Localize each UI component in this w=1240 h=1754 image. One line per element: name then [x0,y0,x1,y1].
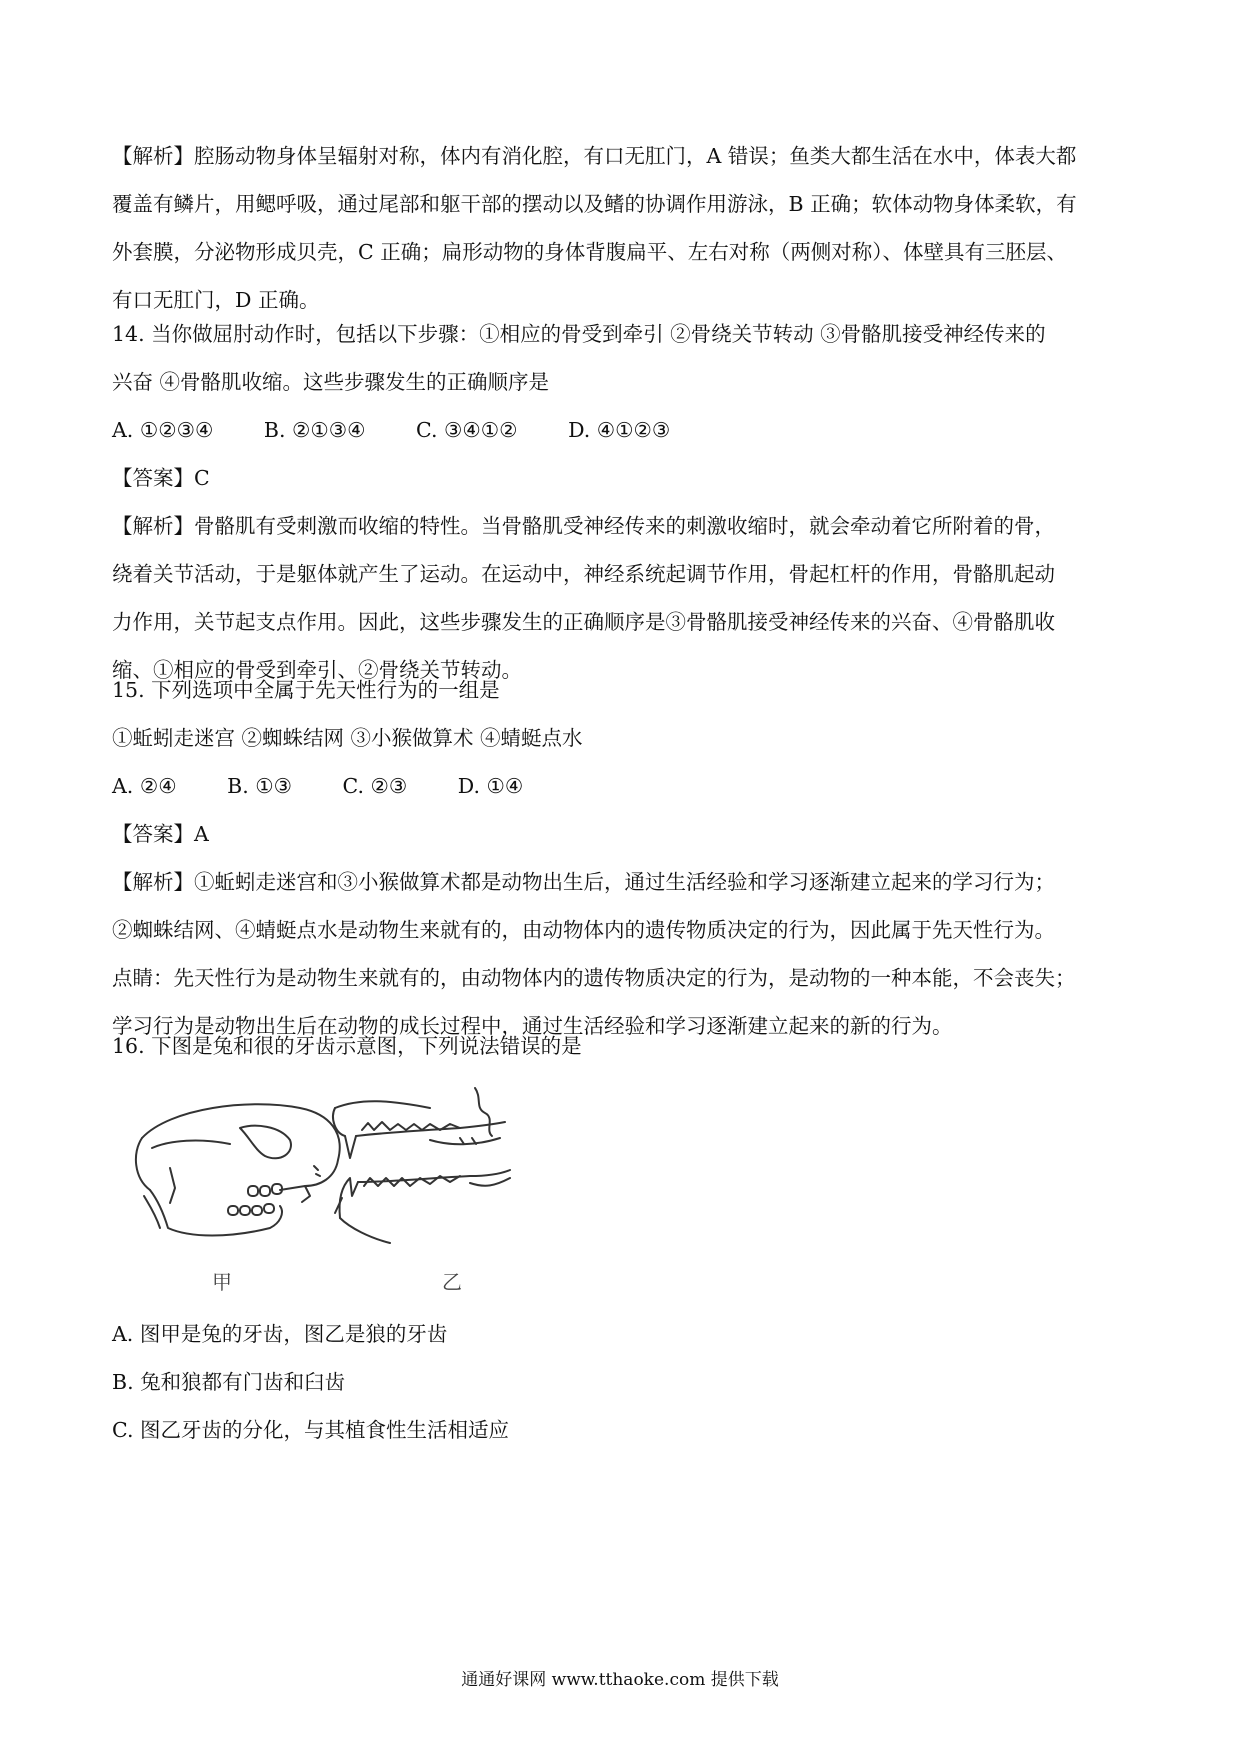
analysis-line: 有口无肛门，D 正确。 [112,288,320,312]
question-stem: 15. 下列选项中全属于先天性行为的一组是 [112,678,500,702]
analysis-line: 【解析】骨骼肌有受刺激而收缩的特性。当骨骼肌受神经传来的刺激收缩时，就会牵动着它所附着的骨， [112,514,1055,538]
question-15 [112,666,1122,1050]
analysis-line: 绕着关节活动，于是躯体就产生了运动。在运动中，神经系统起调节作用，骨起杠杆的作用，骨骼肌起动 [112,562,1055,586]
question-stem: 兴奋 ④骨骼肌收缩。这些步骤发生的正确顺序是 [112,370,550,394]
option-a: A. 图甲是兔的牙齿，图乙是狼的牙齿 [112,1322,448,1346]
teeth-illustration [130,1078,610,1298]
answer: 【答案】A [112,822,209,846]
question-14 [112,310,1122,694]
analysis-line: 【解析】腔肠动物身体呈辐射对称，体内有消化腔，有口无肛门，A 错误；鱼类大都生活在水中，体表大都 [112,144,1077,168]
options-row [112,762,1122,810]
option-a: A. ①②③④ [112,418,214,442]
analysis-line: 覆盖有鳞片，用鳃呼吸，通过尾部和躯干部的摆动以及鳍的协调作用游泳，B 正确；软体动物身体柔软，有 [112,192,1077,216]
option-c: C. ③④①② [416,418,518,442]
analysis-line: 点睛：先天性行为是动物生来就有的，由动物体内的遗传物质决定的行为，是动物的一种本能，不会丧失； [112,966,1076,990]
question-stem: 14. 当你做屈肘动作时，包括以下步骤：①相应的骨受到牵引 ②骨绕关节转动 ③骨骼肌接受神经传来的 [112,322,1046,346]
option-c: C. 图乙牙齿的分化，与其植食性生活相适应 [112,1418,509,1442]
page-footer: 通通好课网 www.tthaoke.com 提供下载 [461,1670,779,1690]
analysis-line: ②蜘蛛结网、④蜻蜓点水是动物生来就有的，由动物体内的遗传物质决定的行为，因此属于先天性行为。 [112,918,1055,942]
teeth-figure [130,1078,610,1298]
question-items: ①蚯蚓走迷宫 ②蜘蛛结网 ③小猴做算术 ④蜻蜓点水 [112,726,583,750]
question-16-stem [112,1022,1122,1070]
question-16-options [112,1310,1122,1454]
analysis-line: 【解析】①蚯蚓走迷宫和③小猴做算术都是动物出生后，通过生活经验和学习逐渐建立起来的学习行为； [112,870,1055,894]
rabbit-skull [136,1104,340,1235]
analysis-line: 学习行为是动物出生后在动物的成长过程中，通过生活经验和学习逐渐建立起来的新的行为。 [112,1014,953,1038]
option-b: B. ②①③④ [263,418,366,442]
option-d: D. ④①②③ [568,418,671,442]
wolf-skull [333,1088,510,1243]
figure-label-jia: 甲 [212,1270,232,1294]
options-row [112,406,1122,454]
analysis-line: 外套膜，分泌物形成贝壳，C 正确；扁形动物的身体背腹扁平、左右对称（两侧对称）、体壁具有三胚层、 [112,240,1067,264]
option-a: A. ②④ [112,774,177,798]
q13-analysis [112,132,1122,324]
answer: 【答案】C [112,466,210,490]
option-c: C. ②③ [342,774,408,798]
figure-label-yi: 乙 [442,1270,462,1294]
question-stem: 16. 下图是兔和很的牙齿示意图，下列说法错误的是 [112,1034,582,1058]
option-b: B. ①③ [227,774,292,798]
option-b: B. 兔和狼都有门齿和臼齿 [112,1370,346,1394]
option-d: D. ①④ [457,774,524,798]
analysis-line: 缩、①相应的骨受到牵引、②骨绕关节转动。 [112,658,522,682]
analysis-line: 力作用，关节起支点作用。因此，这些步骤发生的正确顺序是③骨骼肌接受神经传来的兴奋、④骨骼肌收 [112,610,1055,634]
